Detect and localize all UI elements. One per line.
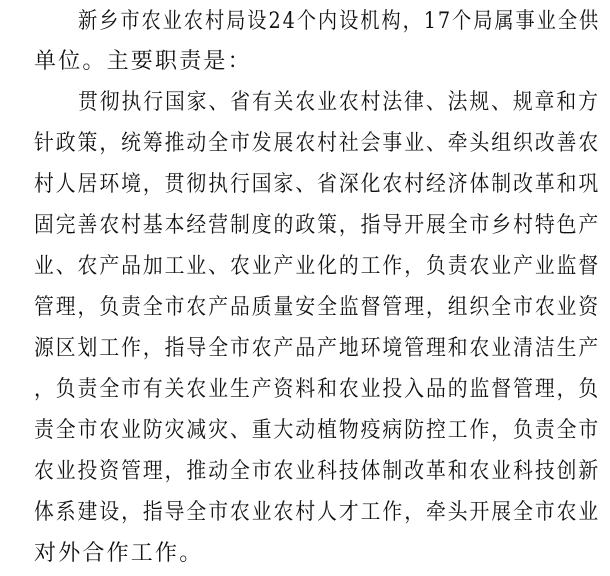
paragraph-2-line-5: 业、农产品加工业、农业产业化的工作，负责农业产业监督 xyxy=(34,254,601,279)
paragraph-2-line-11: 体系建设，指导全市农业农村人才工作，牵头开展全市农业 xyxy=(34,500,601,525)
paragraph-2-line-7: 源区划工作，指导全市农产品产地环境管理和农业清洁生产 xyxy=(34,336,601,361)
paragraph-2-line-1: 贯彻执行国家、省有关农业农村法律、法规、规章和方 xyxy=(78,90,600,115)
paragraph-2-line-8: ，负责全市有关农业生产资料和农业投入品的监督管理，负 xyxy=(34,377,601,402)
paragraph-2-line-12: 对外合作工作。 xyxy=(34,541,204,566)
paragraph-2-line-4: 固完善农村基本经营制度的政策，指导开展全市乡村特色产 xyxy=(34,213,601,238)
paragraph-2-line-6: 管理，负责全市农产品质量安全监督管理，组织全市农业资 xyxy=(34,295,601,320)
paragraph-1-line-2: 单位。主要职责是： xyxy=(34,49,252,74)
paragraph-2-line-9: 责全市农业防灾减灾、重大动植物疫病防控工作，负责全市 xyxy=(34,418,601,443)
paragraph-2-line-2: 针政策，统筹推动全市发展农村社会事业、牵头组织改善农 xyxy=(34,131,601,156)
paragraph-2-line-10: 农业投资管理，推动全市农业科技体制改革和农业科技创新 xyxy=(34,459,601,484)
paragraph-1-line-1: 新乡市农业农村局设24个内设机构，17个局属事业全供 xyxy=(78,9,601,34)
paragraph-2-line-3: 村人居环境，贯彻执行国家、省深化农村经济体制改革和巩 xyxy=(34,172,601,197)
